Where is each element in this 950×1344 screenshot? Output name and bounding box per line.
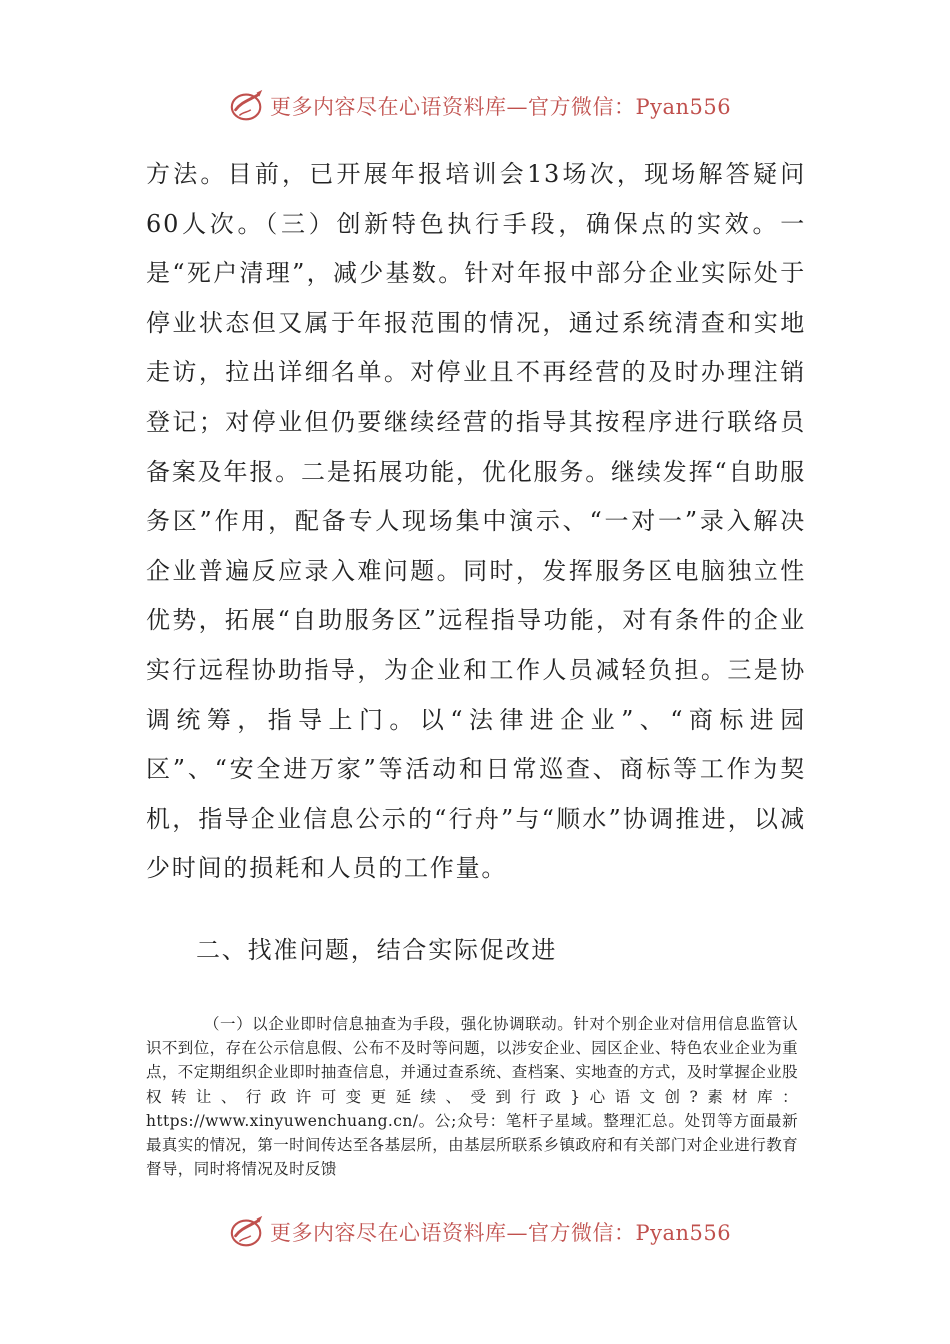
header-banner	[228, 84, 732, 128]
body-paragraph: 方法。目前，已开展年报培训会13场次，现场解答疑问60人次。（三）创新特色执行手段，确保点的实效。一是“死户清理”，减少基数。针对年报中部分企业实际处于停业状态但又属于年报范围的情况，通过系统清查和实地走访，拉出详细名单。对停业且不再经营的及时办理注销登记；对停业但仍要继续经营的指导其按程序进行联络员备案及年报。二是拓展功能，优化服务。继续发挥“自助服务区”作用，配备专人现场集中演示、“一对一”录入解决企业普遍反应录入难问题。同时，发挥服务区电脑独立性优势，拓展“自助服务区”远程指导功能，对有条件的企业实行远程协助指导，为企业和工作人员减轻负担。三是协调统筹，指导上门。以“法律进企业”、“商标进园区”、“安全进万家”等活动和日常巡查、商标等工作为契机，指导企业信息公示的“行舟”与“顺水”协调推进，以减少时间的损耗和人员的工作量。	[146, 160, 806, 883]
section-heading: 二、找准问题，结合实际促改进	[196, 936, 558, 964]
pen-seal-icon	[228, 1213, 266, 1251]
footer-banner	[228, 1210, 732, 1254]
footer-banner-text: 更多内容尽在心语资料库—官方微信：Pyan556	[270, 1221, 732, 1245]
small-paragraph: （一）以企业即时信息抽查为手段，强化协调联动。针对个别企业对信用信息监管认识不到位，存在公示信息假、公布不及时等问题，以涉安企业、园区企业、特色农业企业为重点，不定期组织企业即时抽查信息，并通过查系统、查档案、实地查的方式，及时掌握企业股权转让、行政许可变更延续、受到行政}心语文创?素材库：https://www.xinyuwenchuang.cn/。公;众号：笔杆子星域。整理汇总。处罚等方面最新最真实的情况，第一时间传达至各基层所，由基层所联系乡镇政府和有关部门对企业进行教育督导，同时将情况及时反馈	[146, 1015, 798, 1179]
header-banner-text: 更多内容尽在心语资料库—官方微信：Pyan556	[270, 95, 732, 119]
pen-seal-icon	[228, 87, 266, 125]
